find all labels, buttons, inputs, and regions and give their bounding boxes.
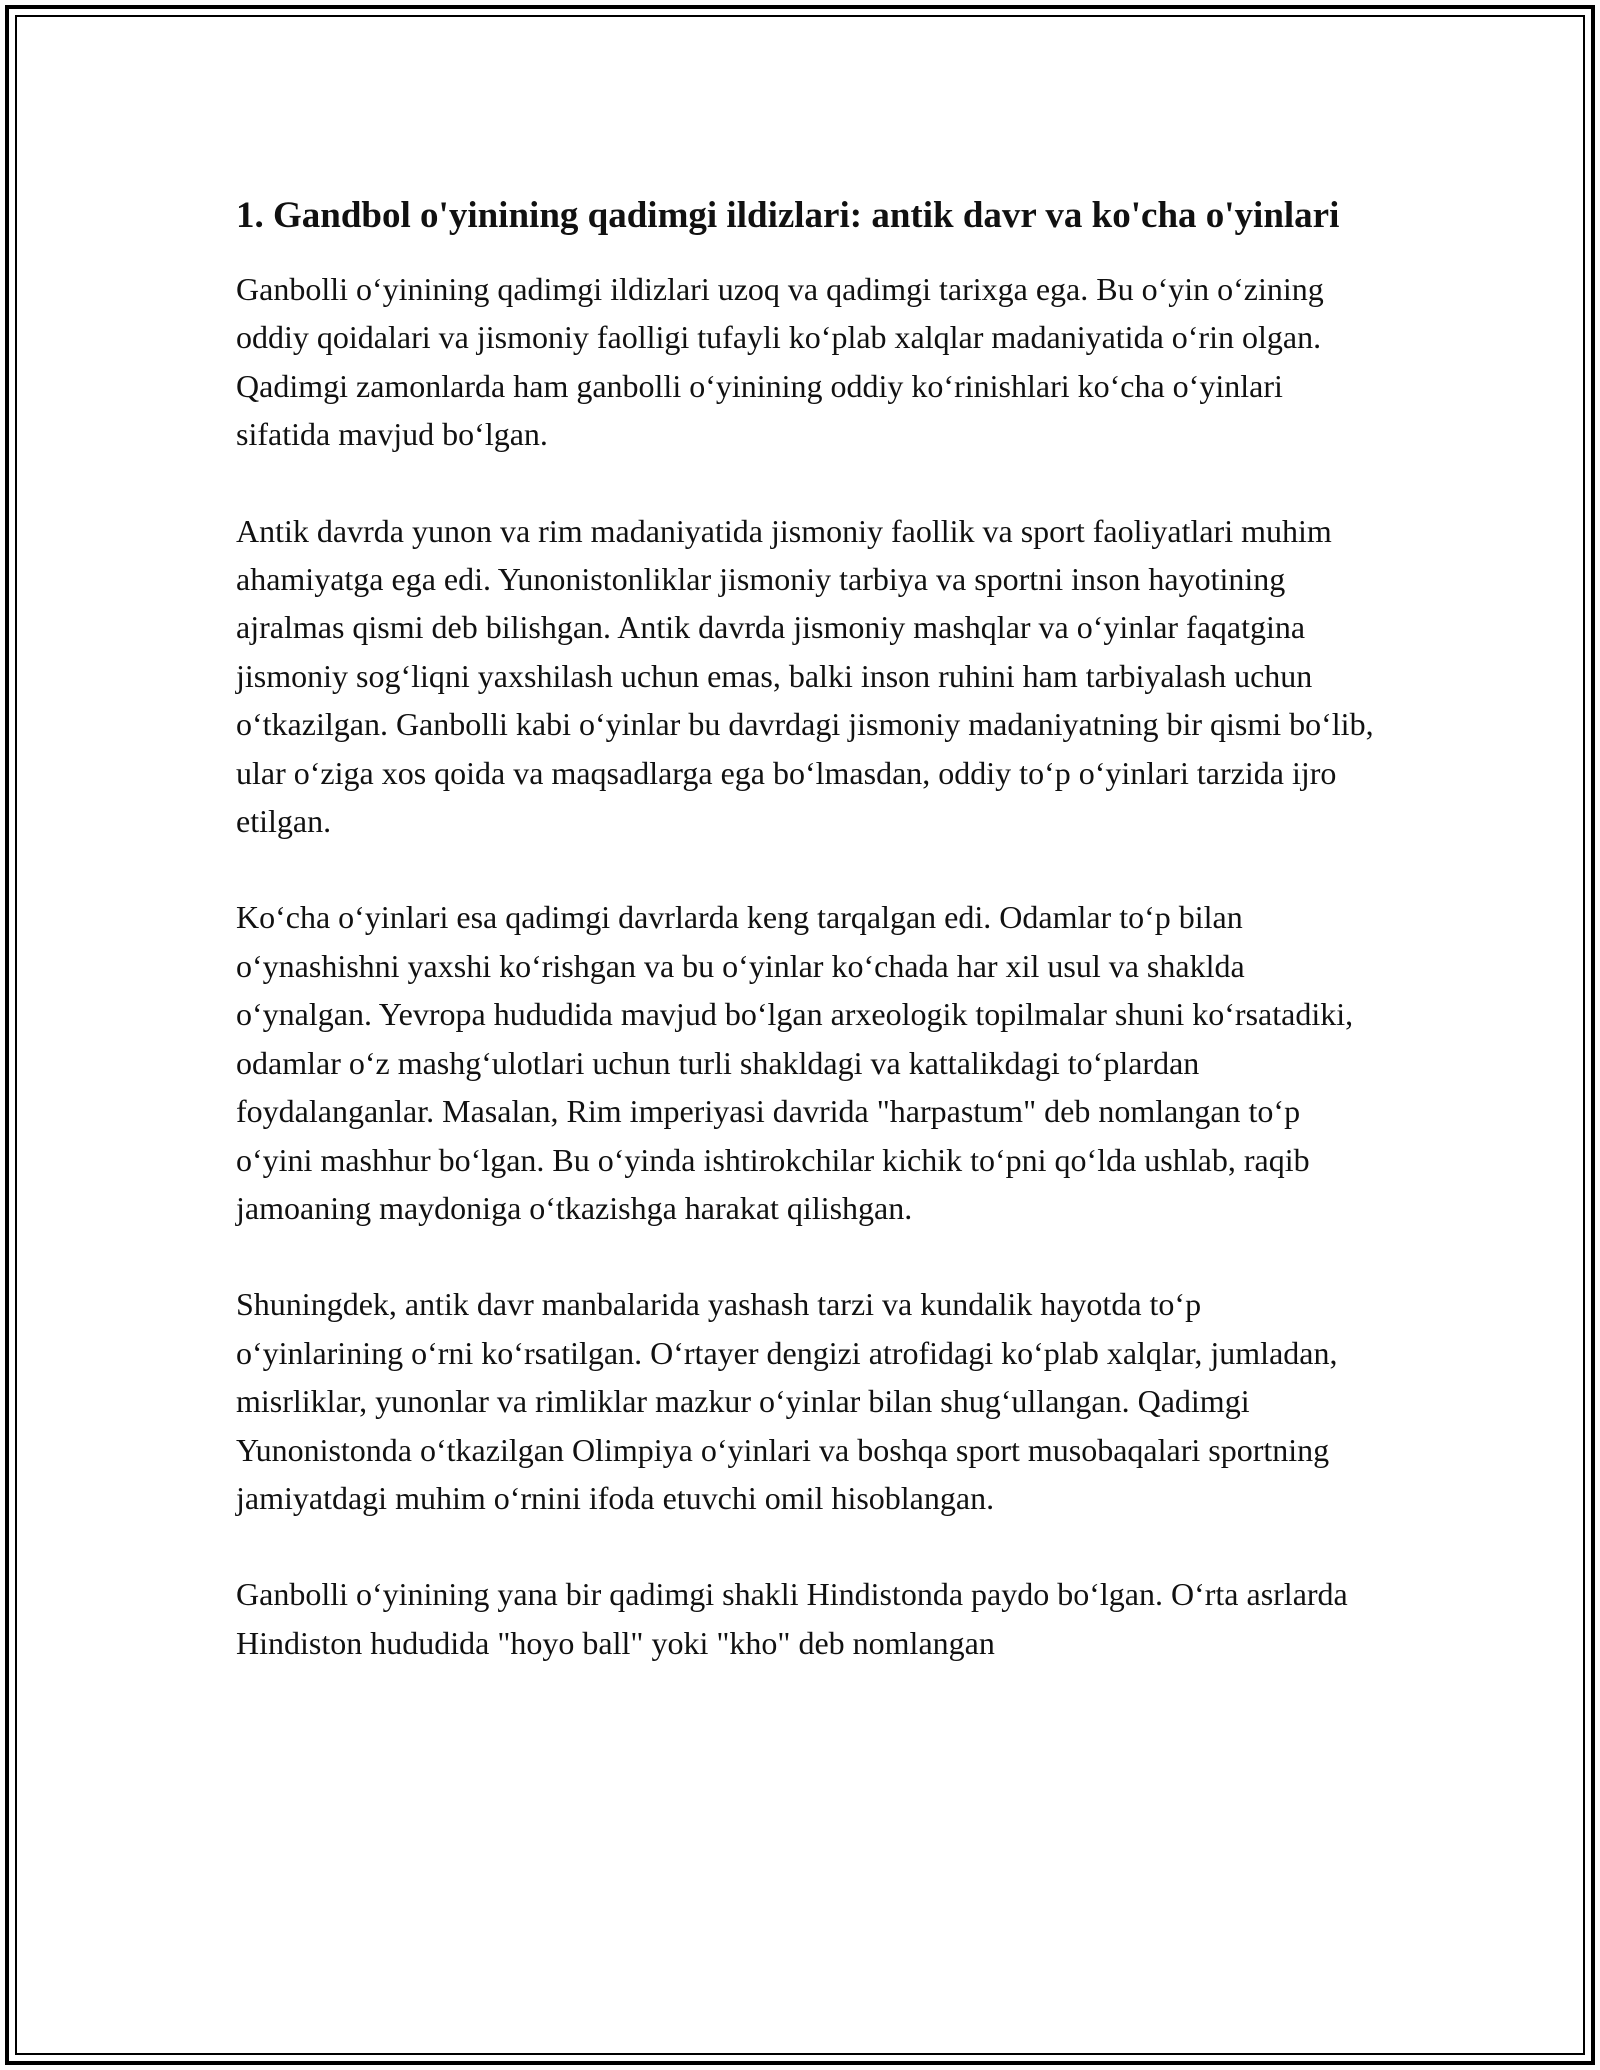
paragraph-5: Ganbolli o‘yinining yana bir qadimgi shakli Hindistonda paydo bo‘lgan. O‘rta asrlarda Hindiston hududida "hoyo ball" yoki "kho" deb nomlangan: [236, 1576, 1348, 1661]
paragraph-1: Ganbolli o‘yinining qadimgi ildizlari uzoq va qadimgi tarixga ega. Bu o‘yin o‘zining oddiy qoidalari va jismoniy faolligi tufayli ko‘plab xalqlar madaniyatida o‘rin olgan. Qadimgi zamonlarda ham ganbolli o‘yinining oddiy ko‘rinishlari ko‘cha o‘yinlari sifatida mavjud bo‘lgan.: [236, 271, 1324, 453]
document-body: [236, 188, 1376, 1715]
paragraph-3: Ko‘cha o‘yinlari esa qadimgi davrlarda keng tarqalgan edi. Odamlar to‘p bilan o‘ynashishni yaxshi ko‘rishgan va bu o‘yinlar ko‘chada har xil usul va shaklda o‘ynalgan. Yevropa hududida mavjud bo‘lgan arxeologik topilmalar shuni ko‘rsatadiki, odamlar o‘z mashg‘ulotlari uchun turli shakldagi va kattalikdagi to‘plardan foydalanganlar. Masalan, Rim imperiyasi davrida "harpastum" deb nomlangan to‘p o‘yini mashhur bo‘lgan. Bu o‘yinda ishtirokchilar kichik to‘pni qo‘lda ushlab, raqib jamoaning maydoniga o‘tkazishga harakat qilishgan.: [236, 899, 1354, 1226]
section-heading: 1. Gandbol o'yinining qadimgi ildizlari: antik davr va ko'cha o'yinlari: [236, 195, 1340, 236]
paragraph-2: Antik davrda yunon va rim madaniyatida jismoniy faollik va sport faoliyatlari muhim ahamiyatga ega edi. Yunonistonliklar jismoniy tarbiya va sportni inson hayotining ajralmas qismi deb bilishgan. Antik davrda jismoniy mashqlar va o‘yinlar faqatgina jismoniy sog‘liqni yaxshilash uchun emas, balki inson ruhini ham tarbiyalash uchun o‘tkazilgan. Ganbolli kabi o‘yinlar bu davrdagi jismoniy madaniyatning bir qismi bo‘lib, ular o‘ziga xos qoida va maqsadlarga ega bo‘lmasdan, oddiy to‘p o‘yinlari tarzida ijro etilgan.: [236, 512, 1374, 840]
paragraph-4: Shuningdek, antik davr manbalarida yashash tarzi va kundalik hayotda to‘p o‘yinlarining o‘rni ko‘rsatilgan. O‘rtayer dengizi atrofidagi ko‘plab xalqlar, jumladan, misrliklar, yunonlar va rimliklar mazkur o‘yinlar bilan shug‘ullangan. Qadimgi Yunonistonda o‘tkazilgan Olimpiya o‘yinlari va boshqa sport musobaqalari sportning jamiyatdagi muhim o‘rnini ifoda etuvchi omil hisoblangan.: [236, 1286, 1338, 1516]
